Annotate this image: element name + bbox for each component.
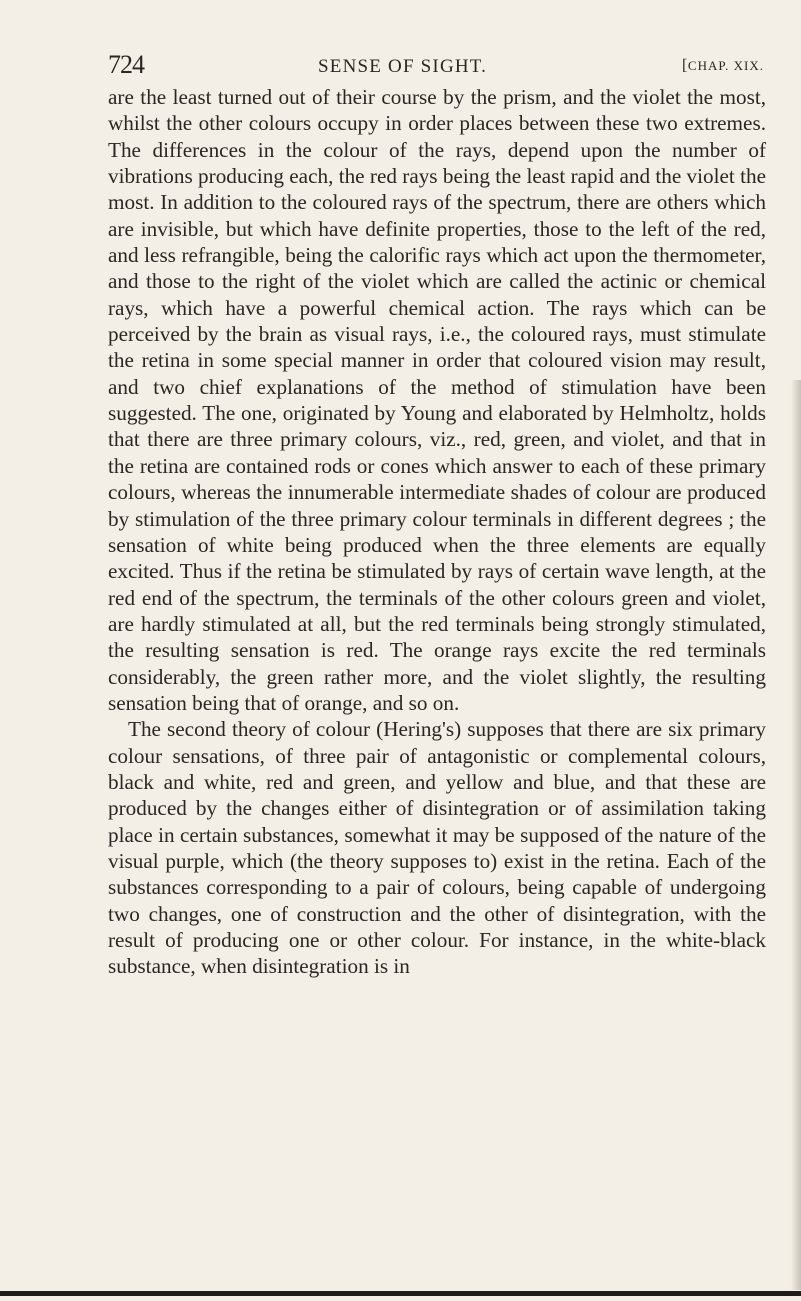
chapter-label: CHAP. XIX. (687, 58, 764, 73)
paragraph-young-helmholtz: are the least turned out of their course by the prism, and the violet the most, whilst the other colours occupy in order places between these two extremes. The differences in the colour of the rays, depend upon the number of vibrations producing each, the red rays being the least rapid and the violet the most. In addition to the coloured rays of the spectrum, there are others which are invisible, but which have definite properties, those to the left of the red, and less refrangible, being the calorific rays which act upon the thermometer, and those to the right of the violet which are called the actinic or chemical rays, which have a powerful chemical action. The rays which can be perceived by the brain as visual rays, i.e., the coloured rays, must stimulate the retina in some special manner in order that coloured vision may result, and two chief explanations of the method of stimulation have been suggested. The one, originated by Young and elaborated by Helmholtz, holds that there are three primary colours, viz., red, green, and violet, and that in the retina are contained rods or cones which answer to each of these primary colours, whereas the innumerable intermediate shades of colour are produced by stimulation of the three primary colour terminals in different degrees ; the sensation of white being produced when the three elements are equally excited. Thus if the retina be stimulated by rays of certain wave length, at the red end of the spectrum, the terminals of the other colours green and violet, are hardly stimulated at all, but the red terminals being strongly stimulated, the resulting sensation is red. The orange rays excite the red terminals considerably, the green rather more, and the violet slightly, the resulting sensation being that of orange, and so on. (108, 85, 766, 715)
running-head (108, 50, 764, 82)
page-number: 724 (108, 50, 144, 79)
running-title: SENSE OF SIGHT. (318, 56, 488, 77)
bottom-edge-rule (0, 1291, 801, 1296)
body-text (108, 84, 766, 980)
paragraph-hering: The second theory of colour (Hering's) supposes that there are six primary colour sensations, of three pair of antagonistic or complemental colours, black and white, red and green, and yellow and blue, and that these are produced by the changes either of disintegration or of assimilation taking place in certain substances, somewhat it may be supposed of the nature of the visual purple, which (the theory supposes to) exist in the retina. Each of the substances corresponding to a pair of colours, being capable of undergoing two changes, one of construction and the other of disintegration, with the result of producing one or other colour. For instance, in the white-black substance, when disintegration is in (108, 717, 766, 979)
page-edge-shadow (791, 380, 801, 1290)
chapter-reference (682, 57, 764, 75)
chapter-bracket: [ (681, 57, 688, 74)
